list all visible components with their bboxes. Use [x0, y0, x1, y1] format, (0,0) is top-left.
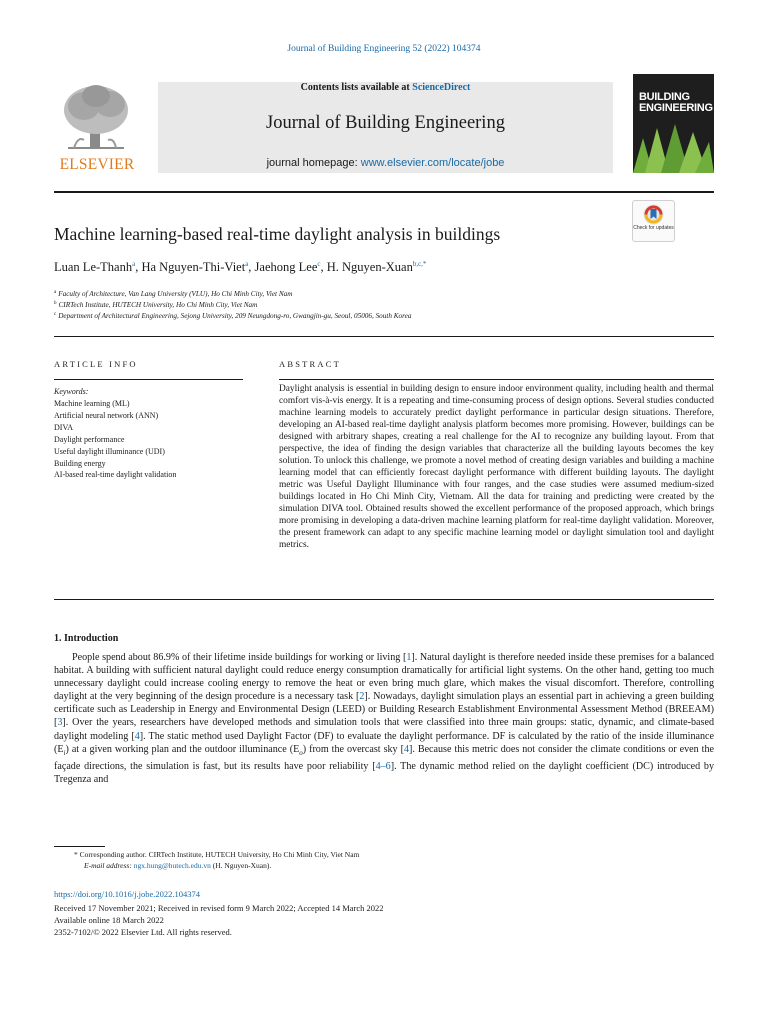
abstract-heading: ABSTRACT: [279, 359, 341, 369]
intro-text: ]. Natural daylight is therefore needed inside these premises for a balanced habitat. A building with sufficient natural daylight could reduce energy consumption dramatically for artificial light systems. On the other hand, getting too much unnecessary daylight could increase cooling energy to remove the heat or even bring much glare, which makes the visual discomfort. Therefore, controlling daylight at the very beginning of the design procedure is a necessary task [: [54, 652, 714, 703]
available-online: Available online 18 March 2022: [54, 915, 164, 925]
journal-citation[interactable]: Journal of Building Engineering 52 (2022) 104374: [287, 44, 481, 54]
keyword: Daylight performance: [54, 434, 125, 444]
intro-text: ]. Over the years, researchers have developed methods and simulation tools that were classified into three main groups: static, dynamic, and climate-based daylight modeling [: [54, 717, 714, 742]
article-info-heading: ARTICLE INFO: [54, 359, 138, 369]
affiliation-text: Department of Architectural Engineering, Sejong University, 209 Neungdong-ro, Gwangjin-gu, Seoul, 05006, South Korea: [58, 312, 412, 320]
sciencedirect-link[interactable]: ScienceDirect: [412, 82, 471, 93]
intro-text: ]. The dynamic method relied on the daylight coefficient (DC) introduced by Tregenza and: [54, 760, 714, 785]
introduction-paragraph: [54, 651, 714, 786]
intro-text: ]. The static method used Daylight Factor (DF) to evaluate the daylight performance. DF is calculated by the ratio of the inside illuminance (E: [54, 730, 714, 755]
keyword: DIVA: [54, 422, 73, 432]
check-updates-icon: [643, 204, 664, 225]
intro-text: ]. Nowadays, daylight simulation plays an essential part in achieving a green building certificate such as Leadership in Energy and Environmental Design (LEED) or Building Research Establishment Environmental Assessment Method (BREEAM) [: [54, 691, 714, 729]
doi-link[interactable]: https://doi.org/10.1016/j.jobe.2022.104374: [54, 889, 200, 899]
email-label: E-mail address:: [84, 861, 132, 870]
affiliation-key: a: [54, 290, 57, 295]
keyword: Machine learning (ML): [54, 399, 130, 408]
subscript: o: [299, 748, 303, 757]
author-name[interactable]: Ha Nguyen-Thi-Viet: [141, 260, 246, 274]
introduction-heading: 1. Introduction: [54, 633, 119, 644]
affiliation-key: b: [54, 301, 57, 306]
author-list: Luan Le-Thanh$^a$, Ha Nguyen-Thi-Viet$^a$, Jaehong Lee$^c$, H. Nguyen-Xuan$^{b,c,*}$: [54, 260, 427, 274]
cover-title-line1: BUILDING: [639, 91, 690, 103]
section-rule: [54, 336, 714, 337]
corresponding-author-note: * Corresponding author. CIRTech Institute, HUTECH University, Ho Chi Minh City, Viet Nam: [74, 850, 360, 859]
article-info-rule: [54, 379, 243, 380]
abstract-text: Daylight analysis is essential in building design to ensure indoor environment quality, including health and thermal comfort vis-à-vis energy. It is a repeating and time-consuming process of design options. Several studies conducted machine learning models to accurately predict daylight performance in particular design situations. Therefore, developing an AI-based real-time daylight analysis platform becomes more promising. However, buildings can be designed with arbitrary shapes, creating a real challenge for the AI to recognize any building layout. From that perspective, the idea of finding the design variables that characterize all the building layouts becomes the key solution. To unlock this challenge, we promote a novel method of creating design variables and building a machine learning model that can efficiently forecast daylight performance with different building layouts. The daylight metric was Useful Daylight Illuminance with four ranges, and the case studies were assumed medium-sized buildings located in Ho Chi Minh City, Vietnam. All the data for training and predicting were created by the simulation DIVA tool. Obtained results showed the excellent performance of the proposed approach, which brings more promising in developing a data-driven machine learning platform for real-time daylight validation. Moreover, the present framework can adapt to any specific machine learning model or daylight simulation tool and daylight metrics.: [279, 384, 714, 550]
affiliation-text: Faculty of Architecture, Van Lang University (VLU), Ho Chi Minh City, Viet Nam: [58, 290, 293, 298]
check-for-updates-button[interactable]: [632, 200, 675, 242]
journal-name: Journal of Building Engineering: [266, 113, 505, 133]
received-dates: Received 17 November 2021; Received in revised form 9 March 2022; Accepted 14 March 2022: [54, 903, 384, 913]
author-name[interactable]: Jaehong Lee: [254, 260, 318, 274]
email-suffix: (H. Nguyen-Xuan).: [212, 861, 272, 870]
affiliation: [54, 290, 292, 298]
keyword: AI-based real-time daylight validation: [54, 470, 177, 480]
author-affiliation-mark[interactable]: b,c,*: [412, 260, 427, 268]
copyright-line: 2352-7102/© 2022 Elsevier Ltd. All rights reserved.: [54, 927, 232, 937]
author-affiliation-mark[interactable]: a: [245, 260, 249, 268]
header-rule: [54, 191, 714, 193]
contents-line: [158, 82, 613, 93]
keyword: Building energy: [54, 458, 106, 468]
intro-text: People spend about 86.9% of their lifetime inside buildings for working or living [: [72, 652, 407, 663]
contents-prefix: Contents lists available at: [300, 82, 410, 93]
footnote-rule: [54, 846, 105, 847]
homepage-prefix: journal homepage:: [266, 157, 358, 169]
affiliation: [54, 301, 257, 309]
subscript: i: [63, 748, 66, 757]
homepage-link[interactable]: www.elsevier.com/locate/jobe: [360, 157, 505, 169]
intro-text: ) at a given working plan and the outdoor illuminance (E: [65, 743, 300, 755]
keyword: Artificial neural network (ANN): [54, 410, 159, 420]
check-updates-label: Check for updates: [633, 225, 674, 231]
journal-cover-thumbnail[interactable]: [633, 74, 714, 173]
reference-link[interactable]: 4: [134, 730, 140, 742]
affiliation: [54, 312, 411, 320]
elsevier-wordmark: ELSEVIER: [59, 156, 135, 173]
keywords-list: [54, 398, 176, 481]
author-affiliation-mark[interactable]: c: [317, 260, 321, 268]
tree-icon: [54, 82, 140, 154]
author-name[interactable]: H. Nguyen-Xuan: [326, 260, 413, 274]
reference-link[interactable]: 4–6: [375, 760, 391, 772]
keyword: Useful daylight illuminance (UDI): [54, 446, 165, 456]
email-link[interactable]: ngx.hung@hutech.edu.vn: [133, 861, 211, 870]
reference-link[interactable]: 4: [403, 743, 409, 755]
cover-graphic: [633, 118, 714, 173]
journal-homepage-line: [158, 157, 613, 169]
reference-link[interactable]: 3: [57, 717, 63, 729]
abstract-rule: [279, 379, 714, 380]
intro-text: ]. Because this metric does not consider the climate conditions or even the façade directions, the simulation is fast, but its results have poor reliability [: [54, 743, 714, 772]
article-title: Machine learning-based real-time daylight analysis in buildings: [54, 224, 501, 244]
cover-title-line2: ENGINEERING: [639, 102, 713, 114]
abstract-bottom-rule: [54, 599, 714, 600]
author-affiliation-mark[interactable]: a: [132, 260, 136, 268]
keywords-label: Keywords:: [54, 387, 89, 396]
reference-link[interactable]: 1: [406, 652, 412, 663]
affiliation-key: c: [54, 312, 57, 317]
author-name[interactable]: Luan Le-Thanh: [54, 260, 133, 274]
affiliation-text: CIRTech Institute, HUTECH University, Ho Chi Minh City, Viet Nam: [58, 301, 258, 309]
reference-link[interactable]: 2: [359, 691, 365, 703]
email-note: [84, 861, 271, 870]
intro-text: ) from the overcast sky [: [302, 743, 404, 755]
